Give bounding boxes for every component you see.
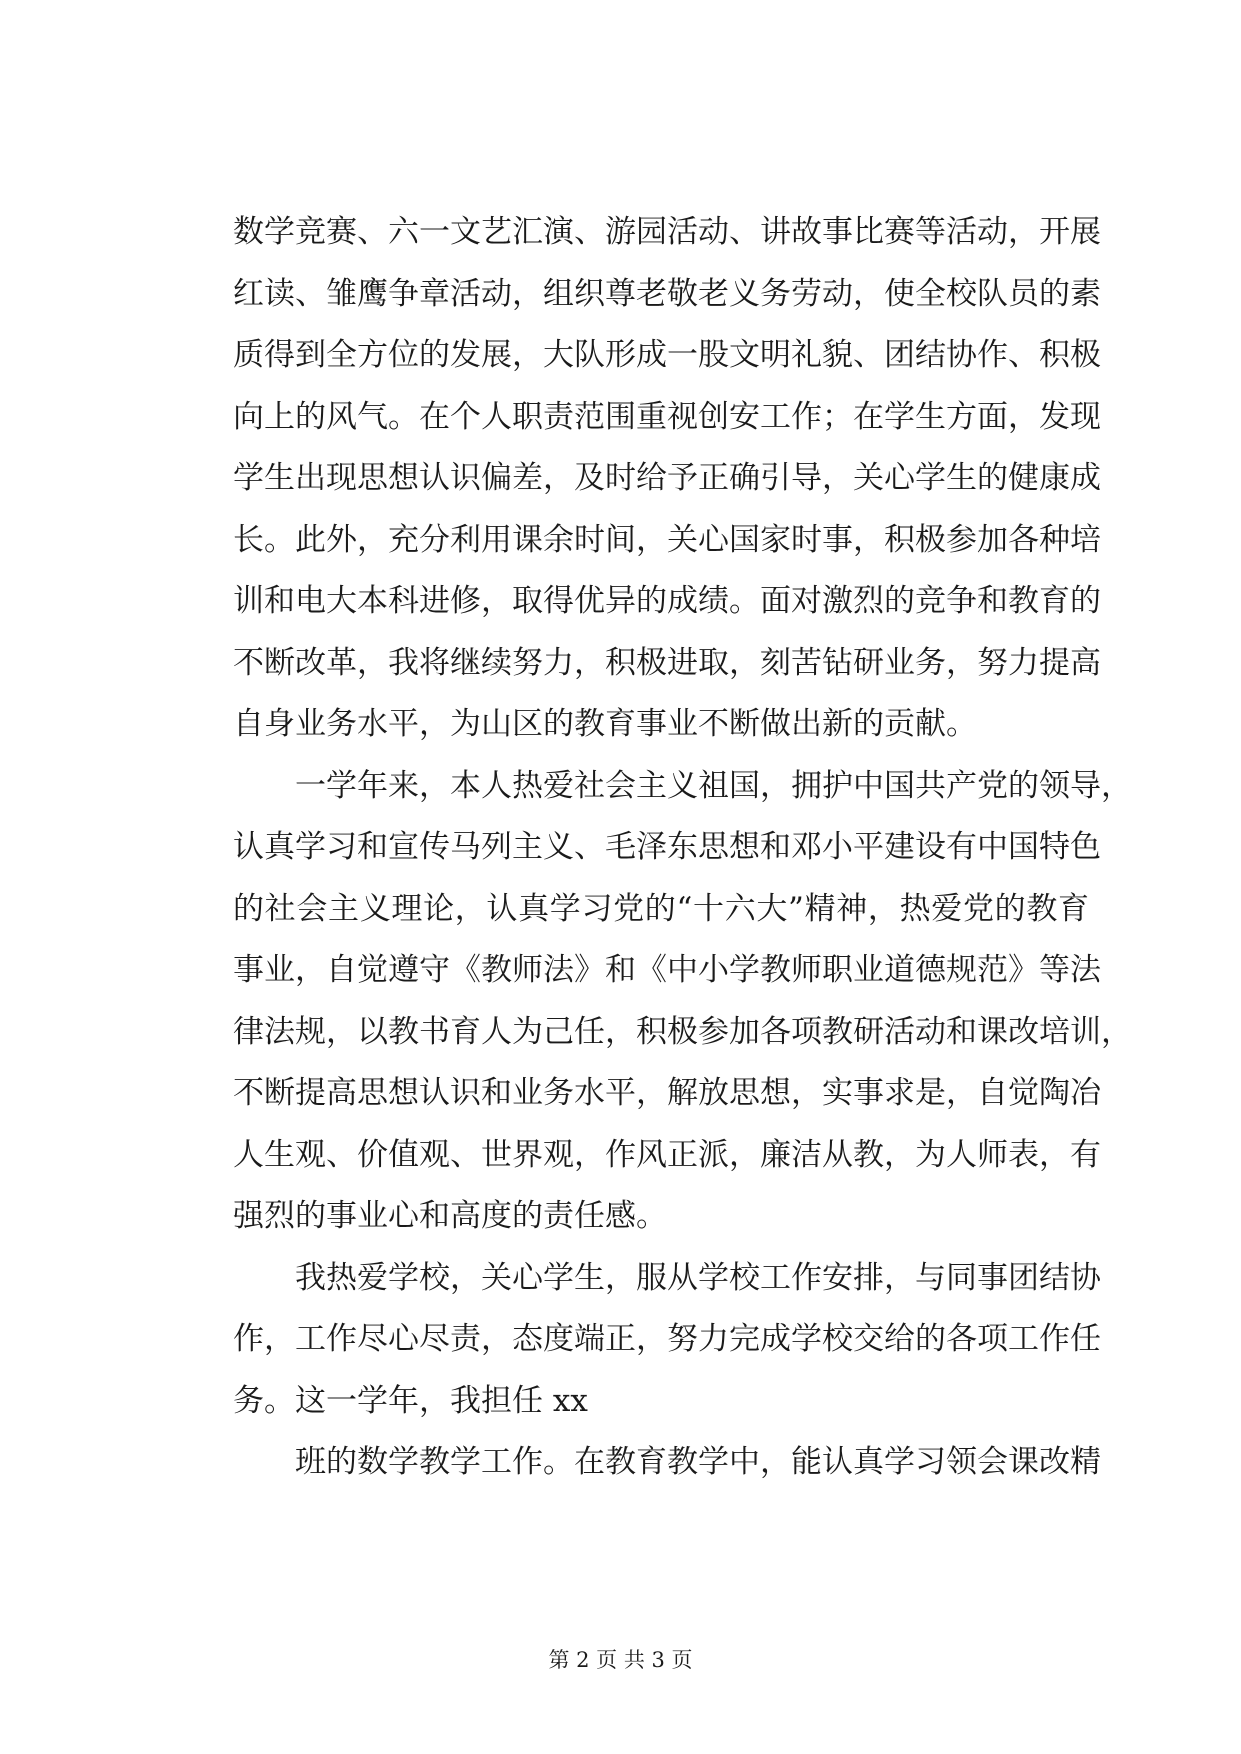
text-line: 的社会主义理论，认真学习党的“十六大”精神，热爱党的教育 xyxy=(233,890,1089,927)
text-line: 不断提高思想认识和业务水平，解放思想，实事求是，自觉陶冶 xyxy=(233,1075,1101,1111)
text-line: 学生出现思想认识偏差，及时给予正确引导，关心学生的健康成 xyxy=(233,460,1101,496)
paragraph-first-line: 我热爱学校，关心学生，服从学校工作安排，与同事团结协 xyxy=(295,1259,1101,1296)
text-line: 自身业务水平，为山区的教育事业不断做出新的贡献。 xyxy=(233,706,977,742)
text-line: 质得到全方位的发展，大队形成一股文明礼貌、团结协作、积极 xyxy=(233,337,1101,373)
text-line: 律法规，以教书育人为己任，积极参加各项教研活动和课改培训， xyxy=(233,1013,1132,1050)
paragraph-first-line: 班的数学教学工作。在教育教学中，能认真学习领会课改精 xyxy=(295,1444,1101,1480)
text-line: 训和电大本科进修，取得优异的成绩。面对激烈的竞争和教育的 xyxy=(233,583,1101,619)
paragraph-first-line: 一学年来，本人热爱社会主义祖国，拥护中国共产党的领导， xyxy=(295,767,1132,804)
text-line: 人生观、价值观、世界观，作风正派，廉洁从教，为人师表，有 xyxy=(233,1136,1101,1173)
text-line: 向上的风气。在个人职责范围重视创安工作；在学生方面，发现 xyxy=(233,398,1101,435)
page-number: 第 2 页 共 3 页 xyxy=(548,1648,693,1672)
text-line: 不断改革，我将继续努力，积极进取，刻苦钻研业务，努力提高 xyxy=(233,644,1101,681)
text-line: 事业，自觉遵守《教师法》和《中小学教师职业道德规范》等法 xyxy=(233,952,1101,988)
text-line: 红读、雏鹰争章活动，组织尊老敬老义务劳动，使全校队员的素 xyxy=(233,275,1101,312)
text-line: 强烈的事业心和高度的责任感。 xyxy=(233,1198,667,1234)
text-line: 数学竞赛、六一文艺汇演、游园活动、讲故事比赛等活动，开展 xyxy=(233,214,1101,250)
text-line: 长。此外，充分利用课余时间，关心国家时事，积极参加各种培 xyxy=(233,521,1101,558)
text-line: 作，工作尽心尽责，态度端正，努力完成学校交给的各项工作任 xyxy=(233,1321,1101,1357)
text-line: 务。这一学年，我担任 xx xyxy=(233,1382,588,1419)
page-footer xyxy=(0,1644,1241,1674)
text-line: 认真学习和宣传马列主义、毛泽东思想和邓小平建设有中国特色 xyxy=(233,829,1101,865)
body-text xyxy=(233,202,1132,1494)
